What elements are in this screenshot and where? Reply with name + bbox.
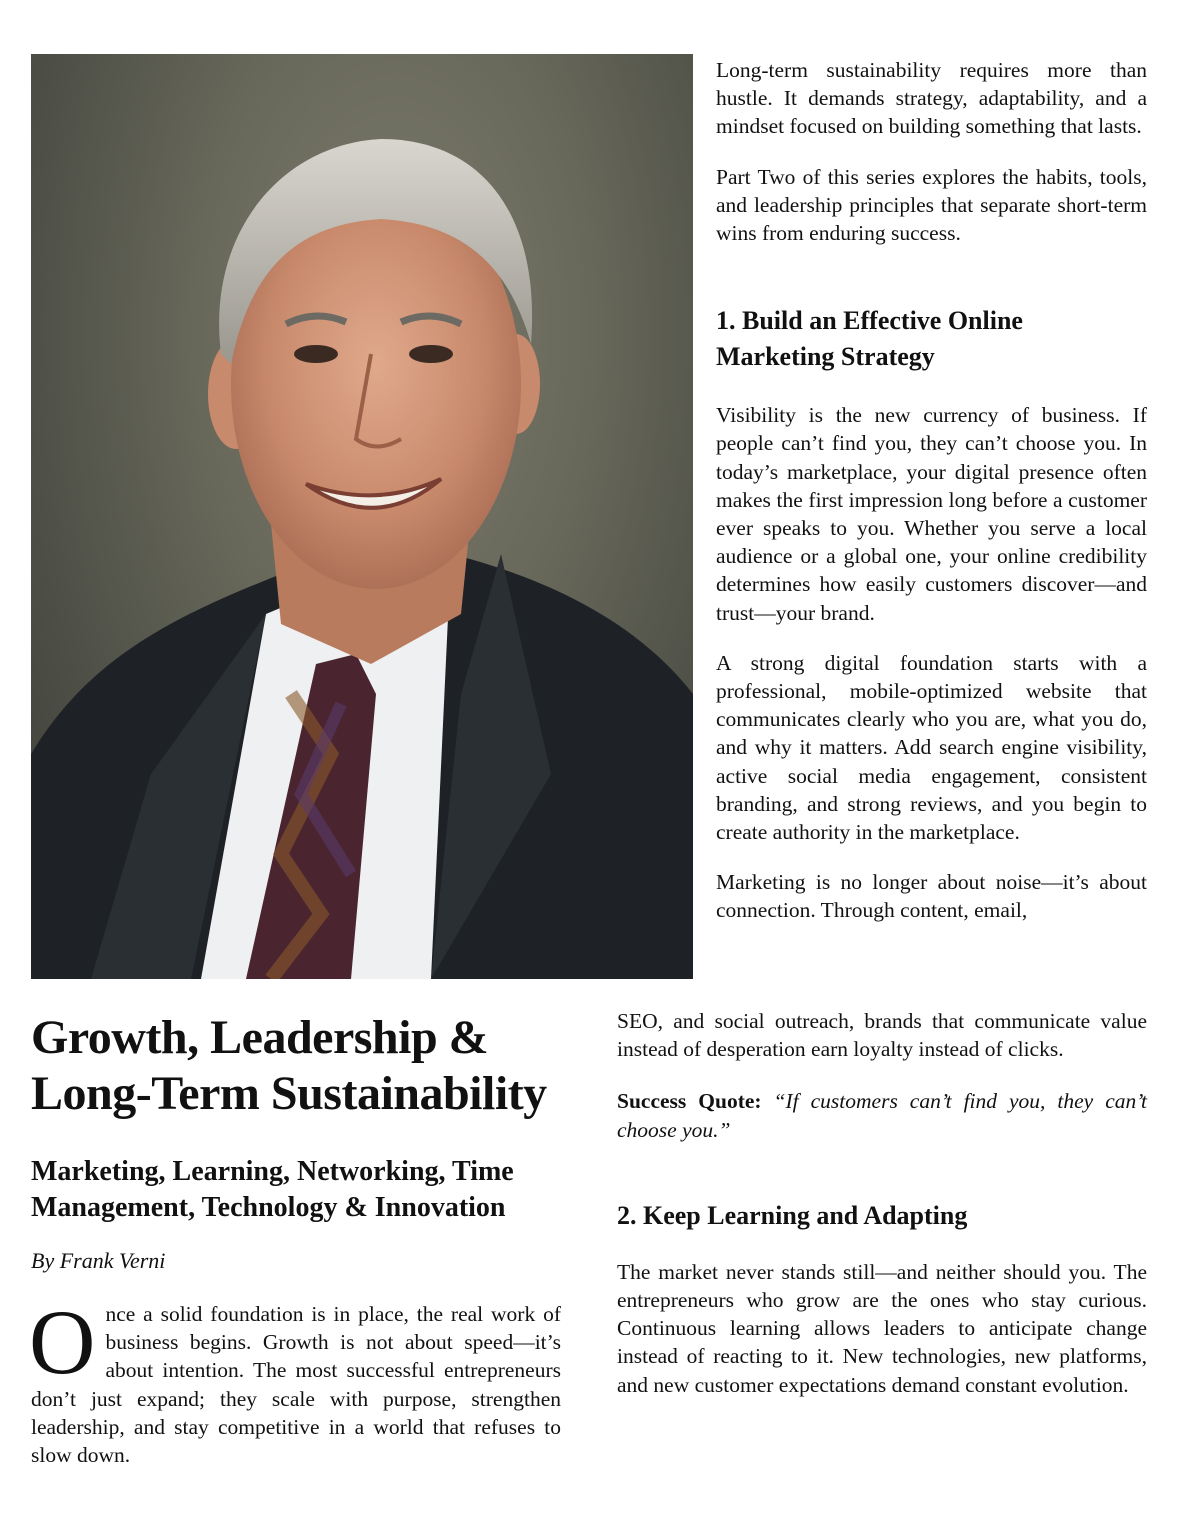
article-subtitle: Marketing, Learning, Networking, Time Management, Technology & Innovation [31, 1156, 514, 1223]
article-intro [29, 1291, 561, 1469]
intro-paragraph-2: Part Two of this series explores the habits, tools, and leadership principles that separate short-term wins from enduring success. [716, 164, 1147, 246]
section-1-heading: 1. Build an Effective Online Marketing Strategy [716, 306, 1023, 372]
intro-text: nce a solid foundation is in place, the real work of business begins. Growth is not about speed—it’s about intention. The most successful entrepreneurs don’t just expand; they scale with purpose, strengthen leadership, and stay competitive in a world that refuses to slow down. [31, 1302, 561, 1468]
section-2-paragraph-1: The market never stands still—and neither should you. The entrepreneurs who grow are the ones who stay curious. Continuous learning allows leaders to anticipate change instead of reacting to it. New technologies, new platforms, and new customer expectations demand constant evolution. [617, 1259, 1147, 1397]
right-column-top [716, 56, 1147, 925]
article-byline: By Frank Verni [31, 1248, 166, 1273]
author-portrait-photo [31, 54, 693, 979]
article-title: Growth, Leadership & Long-Term Sustainability [31, 1011, 547, 1120]
portrait-illustration [31, 54, 693, 979]
success-quote-text: “If customers can’t find you, they can’t choose you.” [617, 1089, 1147, 1142]
section-2-heading: 2. Keep Learning and Adapting [617, 1200, 968, 1230]
success-quote [617, 1087, 1147, 1143]
intro-paragraph-1: Long-term sustainability requires more than hustle. It demands strategy, adaptability, and a mindset focused on building something that lasts. [716, 58, 1147, 139]
success-quote-label: Success Quote: [617, 1089, 762, 1114]
section-1-paragraph-3-start: Marketing is no longer about noise—it’s about connection. Through content, email, [716, 870, 1147, 923]
right-column-bottom [617, 1007, 1147, 1399]
section-1-paragraph-1: Visibility is the new currency of business. If people can’t find you, they can’t choose you. In today’s marketplace, your digital presence often makes the first impression long before a customer ever speaks to you. Whether you serve a local audience or a global one, your online credibility determines how easily customers discover—and trust—your brand. [716, 403, 1147, 625]
intro-body [29, 1291, 561, 1469]
drop-cap: O [29, 1291, 96, 1393]
section-1-paragraph-3-end: SEO, and social outreach, brands that communicate value instead of desperation earn loyalty instead of clicks. [617, 1009, 1147, 1062]
section-1-paragraph-2: A strong digital foundation starts with a professional, mobile-optimized website that communicates clearly who you are, what you do, and why it matters. Add search engine visibility, active social media engagement, consistent branding, and strong reviews, and you begin to create authority in the marketplace. [716, 650, 1147, 845]
